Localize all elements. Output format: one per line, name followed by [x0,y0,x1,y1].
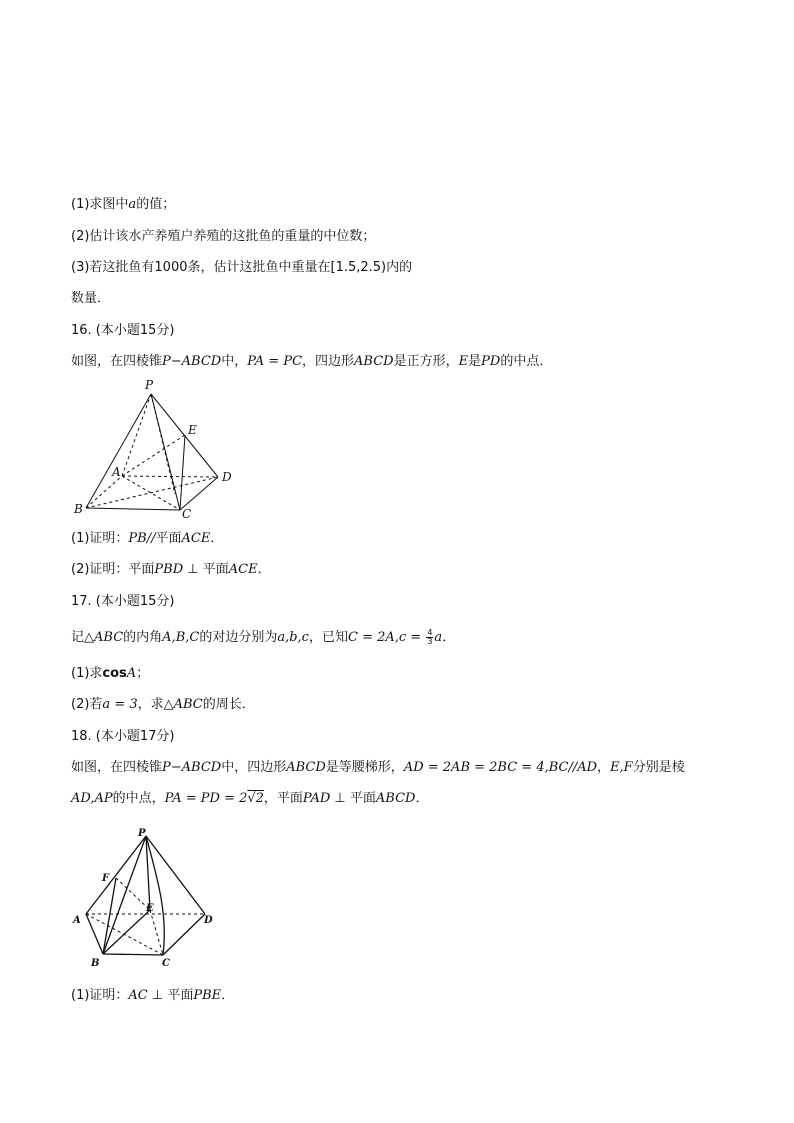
edge-AC [86,914,163,955]
label-P: P [145,378,154,392]
label-D: D [222,470,232,484]
label-F: F [102,873,110,884]
label-B: B [74,502,83,516]
edge-BC [103,954,163,955]
q15-part3: (3)若这批鱼有1000条，估计这批鱼中重量在[1.5,2.5)内的 [71,260,413,275]
label-C: C [182,507,192,521]
q16-sub2: (2)证明：平面PBD ⊥ 平面ACE． [71,562,271,577]
label-E: E [146,903,154,914]
edge-CD [163,914,205,955]
label-D: D [204,915,213,926]
edge-PD [146,836,205,914]
label-A: A [112,465,121,479]
q15-part2: (2)估计该水产养殖户养殖的这批鱼的重量的中位数； [71,229,376,244]
q18-header: 18. (本小题17分) [71,729,175,744]
q17-sub2: (2)若a = 3，求△ABC的周长． [71,697,255,712]
q16-sub1: (1)证明：PB//平面ACE． [71,531,224,546]
q17-sub1: (1)求cosA； [71,666,150,681]
edge-PA [86,836,146,914]
label-P: P [138,828,146,839]
label-E: E [188,423,197,437]
edge-AB [86,914,103,954]
label-A: A [73,915,81,926]
edge-PB [103,836,146,954]
q17-stem: 记△ABC的内角A,B,C的对边分别为a,b,c，已知C = 2A,c = $\frac{4}{3}$ a． [71,628,456,646]
fraction-4-3: $\frac{4}{3}$ [427,628,433,646]
q18-stem-line2: AD,AP的中点，PA = PD = 2√2，平面PAD ⊥ 平面ABCD． [71,791,429,806]
q16-header: 16. (本小题15分) [71,323,175,338]
label-C: C [162,958,170,969]
q15-part3-cont: 数量． [71,291,111,306]
q18-stem-line1: 如图，在四棱锥P−ABCD中，四边形ABCD是等腰梯形，AD = 2AB = 2BC = 4,BC//AD，E,F分别是棱 [71,760,685,775]
q15-part1: (1)求图中a的值； [71,197,176,212]
q16-stem: 如图，在四棱锥P−ABCD中，PA = PC，四边形ABCD是正方形，E是PD的中点． [71,354,553,369]
edge-EC [150,910,163,955]
label-B: B [91,958,100,969]
q18-sub1: (1)证明：AC ⊥ 平面PBE． [71,988,235,1003]
q17-header: 17. (本小题15分) [71,594,175,609]
